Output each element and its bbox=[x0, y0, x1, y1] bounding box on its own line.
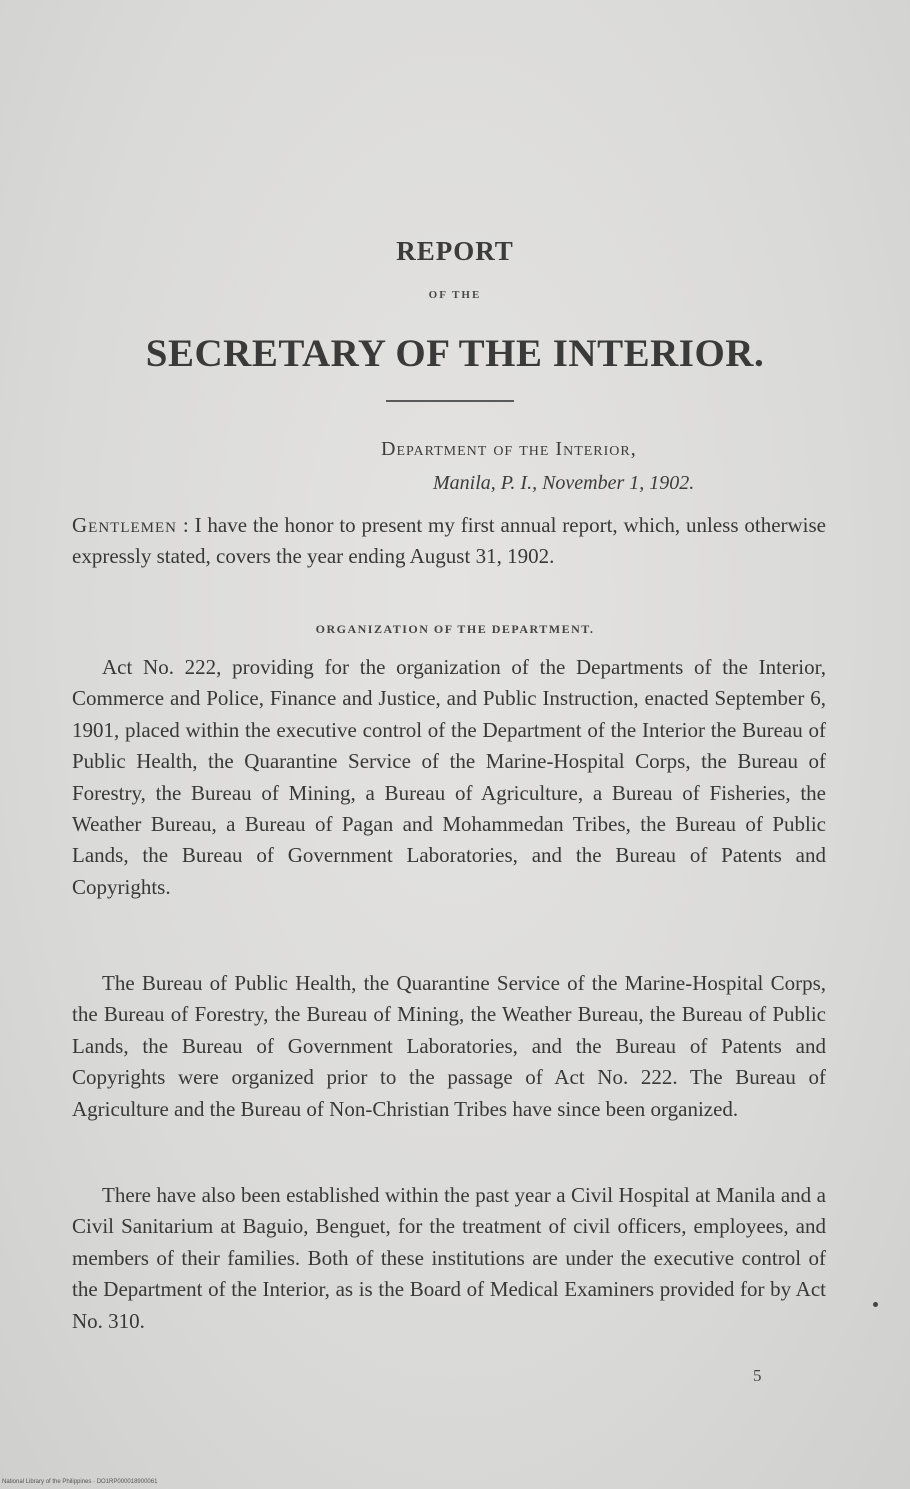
ink-speck bbox=[873, 1302, 878, 1307]
page-number: 5 bbox=[753, 1366, 762, 1385]
title-divider bbox=[386, 400, 514, 402]
of-the-subheading: OF THE bbox=[428, 289, 482, 301]
place-date-line: Manila, P. I., November 1, 1902. bbox=[433, 472, 695, 494]
section-heading: ORGANIZATION OF THE DEPARTMENT. bbox=[315, 622, 595, 636]
body-paragraph: Act No. 222, providing for the organization of the Departments of the Interior, Commerce and Police, Finance and Justice, and Public Instruction, enacted September 6, 1901, placed within the executive control of the Department of the Interior the Bureau of Public Health, the Quarantine Service of the Marine-Hospital Corps, the Bureau of Forestry, the Bureau of Mining, a Bureau of Agriculture, a Bureau of Fisheries, the Weather Bureau, a Bureau of Pagan and Mohammedan Tribes, the Bureau of Public Lands, the Bureau of Government Laboratories, and the Bureau of Patents and Copyrights. bbox=[72, 655, 826, 899]
salutation-greeting: Gentlemen bbox=[72, 513, 177, 537]
body-paragraph: There have also been established within the past year a Civil Hospital at Manila and a Civil Sanitarium at Baguio, Benguet, for the treatment of civil officers, employees, and members of their families. Both of these institutions are under the executive control of the Department of the Interior, as is the Board of Medical Examiners provided for by Act No. 310. bbox=[72, 1183, 826, 1333]
body-paragraph: The Bureau of Public Health, the Quarantine Service of the Marine-Hospital Corps, the Bureau of Forestry, the Bureau of Mining, the Weather Bureau, the Bureau of Public Lands, the Bureau of Government Laboratories, and the Bureau of Patents and Copyrights were organized prior to the passage of Act No. 222. The Bureau of Agriculture and the Bureau of Non-Christian Tribes have since been organized. bbox=[72, 971, 826, 1121]
footer-credit: National Library of the Philippines · DO1RP000018900061 bbox=[2, 1479, 158, 1485]
salutation-text: : I have the honor to present my first annual report, which, unless otherwise expressly stated, covers the year ending August 31, 1902. bbox=[72, 513, 826, 569]
report-heading: REPORT bbox=[396, 236, 514, 266]
salutation-paragraph bbox=[72, 510, 826, 573]
department-line: Department of the Interior, bbox=[381, 438, 637, 460]
document-title: SECRETARY OF THE INTERIOR. bbox=[145, 332, 765, 375]
